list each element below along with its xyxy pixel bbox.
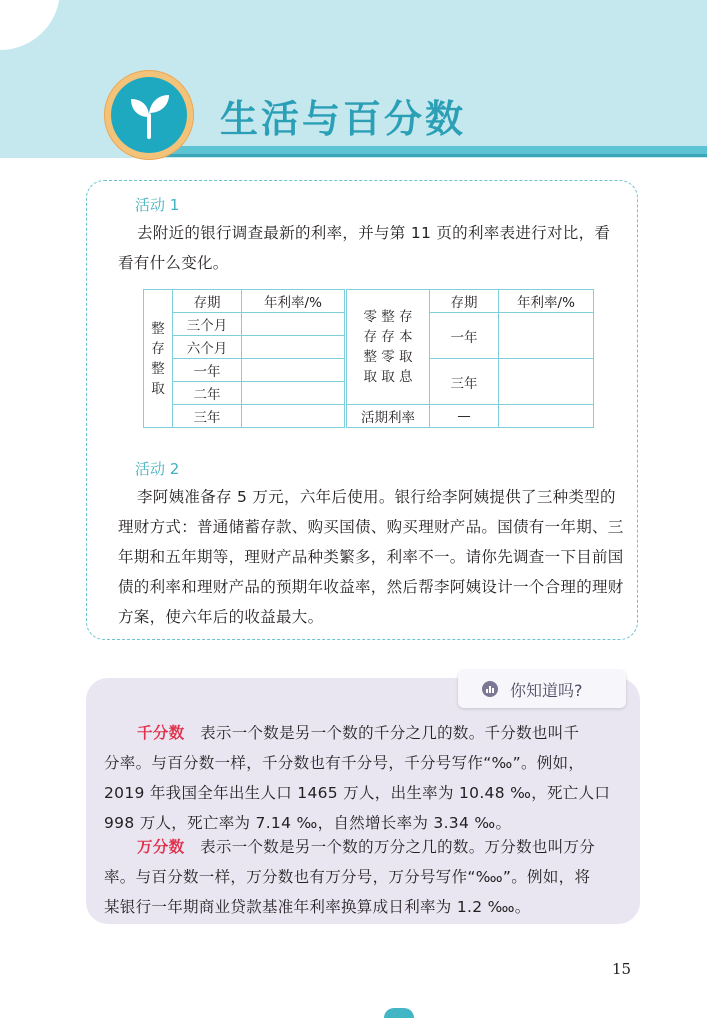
table-cell-empty	[242, 382, 346, 405]
dyk-p2-line2: 率。与百分数一样，万分数也有万分号，万分号写作“‱”。例如，将	[104, 868, 591, 886]
table-cell-empty	[242, 359, 346, 382]
table-cell: 一年	[173, 359, 242, 382]
table-cell-empty	[499, 313, 594, 359]
activity1-label: 活动 1	[135, 196, 180, 214]
table-cell: 一年	[430, 313, 499, 359]
table-cell: 六个月	[173, 336, 242, 359]
table-cell-empty	[499, 405, 594, 428]
sprout-icon	[127, 91, 171, 139]
did-you-know-title: 你知道吗?	[510, 681, 583, 700]
bottom-tab-decoration	[384, 1008, 414, 1018]
current-rate-value: —	[430, 405, 499, 428]
dyk-p2-line3: 某银行一年期商业贷款基准年利率换算成日利率为 1.2 ‱。	[104, 898, 531, 916]
header-underline-dark	[150, 154, 707, 157]
rate-table	[143, 289, 594, 428]
dyk-p1-line4: 998 万人，死亡率为 7.14 ‰，自然增长率为 3.34 ‰。	[104, 814, 512, 832]
table-cell-empty	[242, 405, 346, 428]
col-rate-left: 年利率/%	[242, 290, 346, 313]
term-permille: 千分数	[137, 724, 185, 742]
dyk-p1-line2: 分率。与百分数一样，千分数也有千分号，千分号写作“‰”。例如，	[104, 754, 585, 772]
right-group-label: 零 整 存 存 存 本 整 零 取 取 取 息	[346, 290, 430, 405]
col-rate-right: 年利率/%	[499, 290, 594, 313]
chapter-header	[0, 0, 707, 160]
current-rate-label: 活期利率	[346, 405, 430, 428]
chart-icon	[482, 681, 498, 697]
activity2-label: 活动 2	[135, 460, 180, 478]
did-you-know-tab	[458, 670, 626, 708]
term-permyriad: 万分数	[137, 838, 185, 856]
activity1-line2: 看有什么变化。	[118, 254, 229, 272]
col-term-left: 存期	[173, 290, 242, 313]
activity2-line3: 年期和五年期等，理财产品种类繁多，利率不一。请你先调查一下目前国	[118, 548, 624, 566]
dyk-p1-line3: 2019 年我国全年出生人口 1465 万人，出生率为 10.48 ‰，死亡人口	[104, 784, 611, 802]
table-cell: 二年	[173, 382, 242, 405]
activity2-line1: 李阿姨准备存 5 万元，六年后使用。银行给李阿姨提供了三种类型的	[137, 488, 616, 506]
page-number: 15	[612, 960, 632, 978]
chapter-badge	[104, 70, 194, 160]
left-group-label: 整 存 整 取	[144, 290, 173, 428]
table-cell-empty	[242, 313, 346, 336]
activity2-line2: 理财方式：普通储蓄存款、购买国债、购买理财产品。国债有一年期、三	[118, 518, 624, 536]
dyk-p1-line1: 千分数 表示一个数是另一个数的千分之几的数。千分数也叫千	[137, 724, 580, 742]
table-cell: 三个月	[173, 313, 242, 336]
dyk-p2-line1: 万分数 表示一个数是另一个数的万分之几的数。万分数也叫万分	[137, 838, 596, 856]
page-title: 生活与百分数	[220, 97, 467, 141]
table-cell: 三年	[173, 405, 242, 428]
table-cell-empty	[242, 336, 346, 359]
table-cell-empty	[499, 359, 594, 405]
header-underline	[150, 146, 707, 154]
activity1-line1: 去附近的银行调查最新的利率，并与第 11 页的利率表进行对比，看	[137, 224, 611, 242]
activity2-line5: 方案，使六年后的收益最大。	[118, 608, 324, 626]
table-cell: 三年	[430, 359, 499, 405]
activity2-line4: 债的利率和理财产品的预期年收益率，然后帮李阿姨设计一个合理的理财	[118, 578, 624, 596]
col-term-right: 存期	[430, 290, 499, 313]
